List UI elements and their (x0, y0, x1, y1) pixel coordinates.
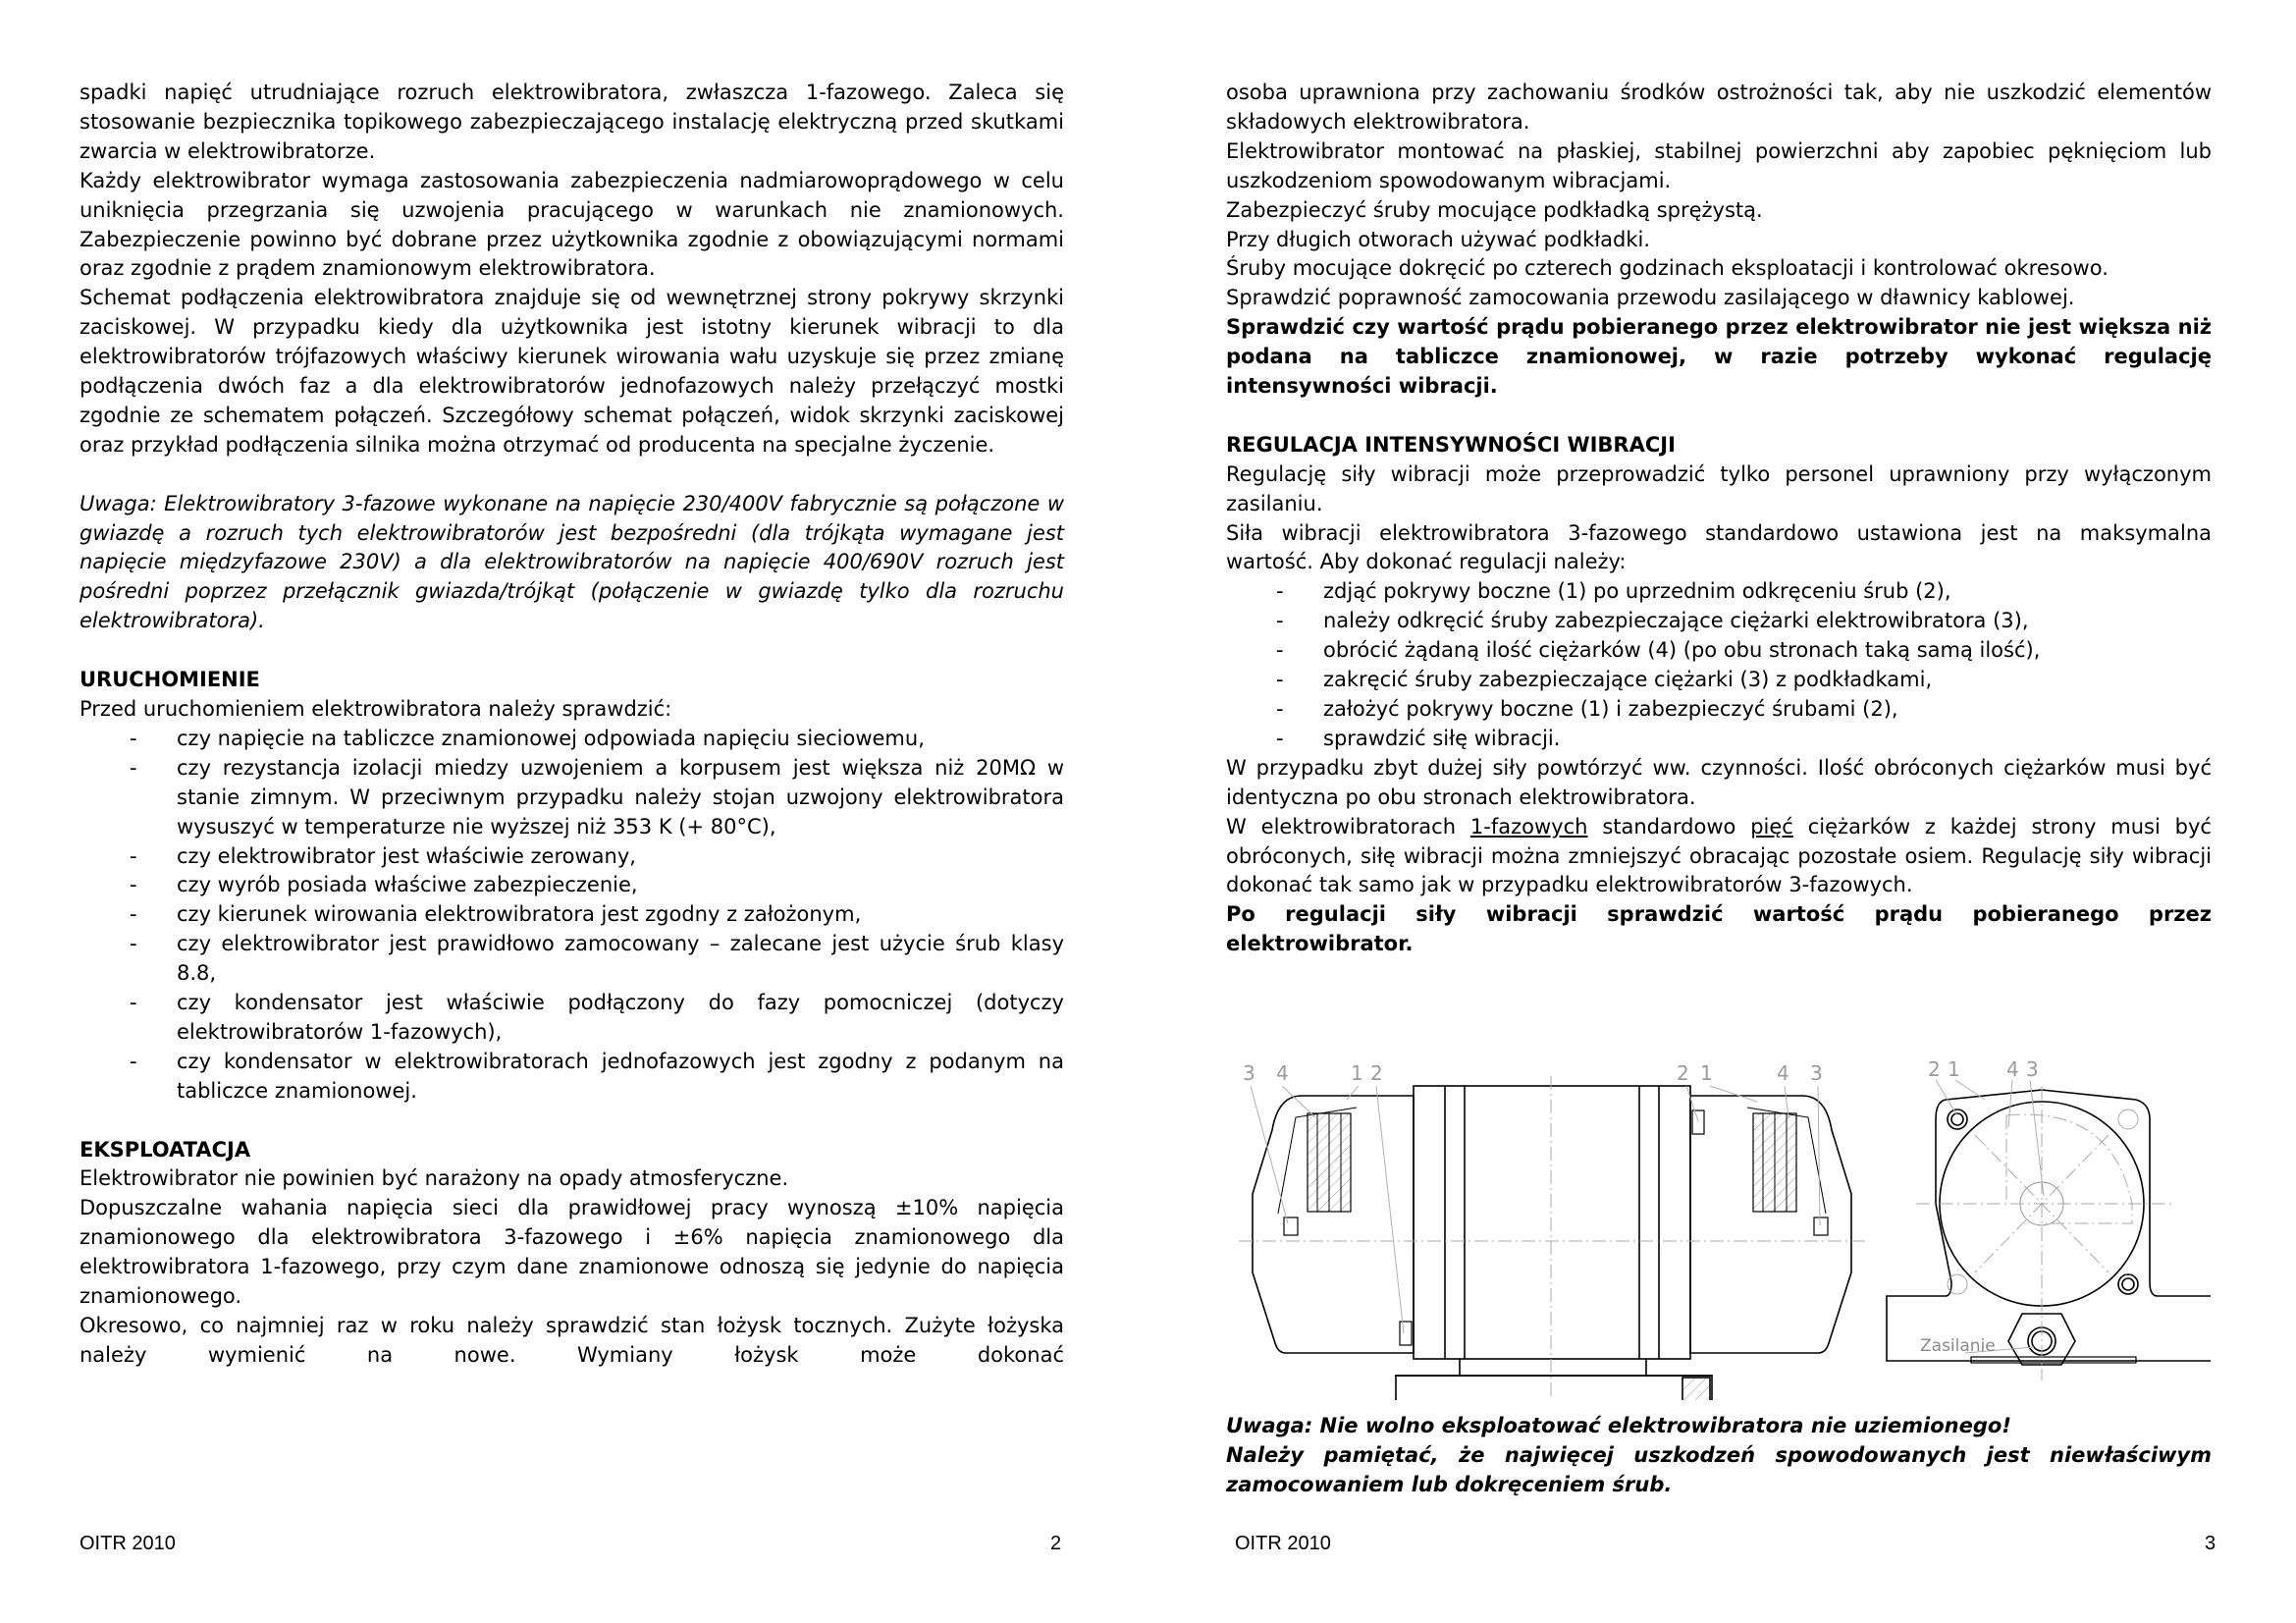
dash-bullet-icon: - (130, 726, 137, 750)
section-heading-operation: EKSPLOATACJA (80, 1137, 251, 1162)
footer-doc-label: OITR 2010 (80, 1533, 176, 1554)
list-item (80, 725, 1064, 754)
bold-check-note: Po regulacji siły wibracji sprawdzić wartość prądu pobieranego przez elektrowibrator. (1226, 902, 2212, 956)
paragraph: Dopuszczalne wahania napięcia sieci dla prawidłowej pracy wynoszą ±10% napięcia znamionowego dla elektrowibratora 3-fazowego i ±6% napięcia znamionowego dla elektrowibratora 1-fazowego, przy czym dane znamionowe odnoszą się jedynie do napięcia znamionowego. (80, 1196, 1064, 1309)
list-item-text: czy elektrowibrator jest prawidłowo zamocowany – zalecane jest użycie śrub klasy 8.8, (177, 932, 1064, 986)
footer-doc-label: OITR 2010 (1235, 1533, 1331, 1554)
part-label: 4 (1276, 1061, 1289, 1085)
startup-checklist (80, 725, 1064, 1107)
bold-warning: Sprawdzić czy wartość prądu pobieranego przez elektrowibrator nie jest większa niż podana na tabliczce znamionowej, w razie potrzeby wykonać regulację intensywności wibracji. (1226, 315, 2212, 399)
part-label: 3 (1243, 1061, 1255, 1085)
list-item-text: czy napięcie na tabliczce znamionowej odpowiada napięciu sieciowemu, (177, 726, 925, 750)
dash-bullet-icon: - (130, 1049, 137, 1073)
part-label: 2 (1370, 1061, 1383, 1085)
part-label: 1 (1700, 1061, 1713, 1085)
dash-bullet-icon: - (130, 843, 137, 868)
list-item (1226, 577, 2212, 607)
page-number: 3 (2205, 1533, 2216, 1554)
dash-bullet-icon: - (130, 932, 137, 956)
side-view-part-labels (1243, 1061, 1823, 1085)
text-run: W elektrowibratorach (1226, 814, 1470, 839)
power-supply-label: Zasilanie (1920, 1336, 1996, 1356)
list-item-text: czy elektrowibrator jest właściwie zerowany, (177, 843, 636, 868)
paragraph: Przy długich otworach używać podkładki. (1226, 227, 1651, 251)
list-item (80, 989, 1064, 1048)
spacer (80, 1107, 1064, 1136)
part-label: 2 (1677, 1061, 1689, 1085)
regulation-steps (1226, 577, 2212, 753)
paragraph: Każdy elektrowibrator wymaga zastosowania zabezpieczenia nadmiarowoprądowego w celu uniknięcia przegrzania się uzwojenia pracującego w warunkach nie znamionowych. Zabezpieczenie powinno być dobrane przez użytkownika zgodnie z obowiązującymi normami oraz zgodnie z prądem znamionowym elektrowibratora. (80, 168, 1064, 281)
list-item (1226, 636, 2212, 666)
dash-bullet-icon: - (130, 755, 137, 780)
list-item (1226, 725, 2212, 754)
dash-bullet-icon: - (1276, 638, 1284, 663)
dash-bullet-icon: - (1276, 726, 1284, 750)
list-item-text: założyć pokrywy boczne (1) i zabezpieczyć śrubami (2), (1323, 697, 1898, 722)
mounting-warning: Należy pamiętać, że najwięcej uszkodzeń spowodowanych jest niewłaściwym zamocowaniem lub dokręceniem śrub. (1226, 1442, 2212, 1496)
list-item (80, 754, 1064, 842)
part-label: 4 (1777, 1061, 1789, 1085)
underlined-text: 1-fazowych (1469, 814, 1588, 839)
list-item-text: sprawdzić siłę wibracji. (1323, 726, 1561, 750)
paragraph: Elektrowibrator montować na płaskiej, stabilnej powierzchni aby zapobiec pęknięciom lub uszkodzeniom spowodowanym wibracjami. (1226, 138, 2212, 192)
dash-bullet-icon: - (1276, 609, 1284, 633)
vibrator-technical-drawing (1239, 1056, 2211, 1400)
paragraph: osoba uprawniona przy zachowaniu środków ostrożności tak, aby nie uszkodzić elementów składowych elektrowibratora. (1226, 81, 2212, 134)
dash-bullet-icon: - (130, 873, 137, 897)
list-item (1226, 695, 2212, 725)
spacer (80, 460, 1064, 490)
list-item-text: czy rezystancja izolacji miedzy uzwojeniem a korpusem jest większa niż 20MΩ w stanie zimnym. W przeciwnym przypadku należy stojan uzwojony elektrowibratora wysuszyć w temperaturze nie wyższej niż 353 K (+ 80°C), (177, 755, 1064, 839)
text-run: ciężarków z każdej strony musi być obróconych, siłę wibracji można zmniejszyć obracając pozostałe osiem. Regulację siły wibracji dokonać tak samo jak w przypadku elektrowibratorów 3-fazowych. (1226, 814, 2212, 897)
note-paragraph: Uwaga: Elektrowibratory 3-fazowe wykonane na napięcie 230/400V fabrycznie są połączone w gwiazdę a rozruch tych elektrowibratorów jest bezpośredni (dla trójkąta wymagane jest napięcie międzyfazowe 230V) a dla elektrowibratorów na napięcie 400/690V rozruch jest pośredni poprzez przełącznik gwiazda/trójkąt (połączenie w gwiazdę tylko dla rozruchu elektrowibratora). (80, 491, 1064, 633)
dash-bullet-icon: - (130, 991, 137, 1015)
paragraph: Zabezpieczyć śruby mocujące podkładką sprężystą. (1226, 197, 1763, 222)
dash-bullet-icon: - (1276, 697, 1284, 722)
dash-bullet-icon: - (1276, 579, 1284, 604)
list-item-text: obrócić żądaną ilość ciężarków (4) (po obu stronach taką samą ilość), (1323, 638, 2041, 663)
part-label: 1 (1351, 1061, 1363, 1085)
end-view (1887, 1090, 2211, 1365)
paragraph: Siła wibracji elektrowibratora 3-fazowego standardowo ustawiona jest na maksymalna wartość. Aby dokonać regulacji należy: (1226, 520, 2212, 574)
list-item-text: czy kondensator jest właściwie podłączony do fazy pomocniczej (dotyczy elektrowibratorów 1-fazowych), (177, 991, 1064, 1044)
paragraph: Regulację siły wibracji może przeprowadzić tylko personel uprawniony przy wyłączonym zasilaniu. (1226, 461, 2212, 515)
side-view (1253, 1086, 1851, 1400)
list-item (80, 930, 1064, 989)
list-item (1226, 666, 2212, 695)
paragraph: Elektrowibrator nie powinien być narażony na opady atmosferyczne. (80, 1166, 789, 1191)
list-item (80, 1048, 1064, 1107)
section-heading-regulation: REGULACJA INTENSYWNOŚCI WIBRACJI (1226, 432, 1676, 457)
final-warning (1226, 1412, 2212, 1500)
section-heading-startup: URUCHOMIENIE (80, 668, 260, 692)
list-item (1226, 607, 2212, 636)
list-item-text: zakręcić śruby zabezpieczające ciężarki (3) z podkładkami, (1323, 668, 1933, 692)
left-page-column (80, 79, 1064, 1371)
right-page-column (1226, 79, 2212, 959)
dash-bullet-icon: - (130, 902, 137, 927)
part-label: 4 (2006, 1057, 2019, 1081)
list-item-text: należy odkręcić śruby zabezpieczające ciężarki elektrowibratora (3), (1323, 609, 2029, 633)
underlined-text: pięć (1750, 814, 1793, 839)
paragraph: Sprawdzić poprawność zamocowania przewodu zasilającego w dławnicy kablowej. (1226, 286, 2075, 310)
part-label: 3 (1810, 1061, 1823, 1085)
paragraph: Schemat podłączenia elektrowibratora znajduje się od wewnętrznej strony pokrywy skrzynki zaciskowej. W przypadku kiedy dla użytkownika jest istotny kierunek wibracji to dla elektrowibratorów trójfazowych właściwy kierunek wirowania wału uzyskuje się przez zmianę podłączenia dwóch faz a dla elektrowibratorów jednofazowych należy przełączyć mostki zgodnie ze schematem połączeń. Szczegółowy schemat połączeń, widok skrzynki zaciskowej oraz przykład podłączenia silnika można otrzymać od producenta na specjalne życzenie. (80, 286, 1064, 457)
list-item (80, 871, 1064, 900)
spacer (80, 636, 1064, 666)
part-label: 1 (1948, 1057, 1960, 1081)
text-run: standardowo (1587, 814, 1751, 839)
paragraph: Śruby mocujące dokręcić po czterech godzinach eksploatacji i kontrolować okresowo. (1226, 256, 2109, 281)
spacer (1226, 402, 2212, 431)
dash-bullet-icon: - (1276, 668, 1284, 692)
paragraph: Okresowo, co najmniej raz w roku należy sprawdzić stan łożysk tocznych. Zużyte łożyska należy wymienić na nowe. Wymiany łożysk może dokonać (80, 1314, 1064, 1367)
paragraph: W przypadku zbyt dużej siły powtórzyć ww. czynności. Ilość obróconych ciężarków musi być identyczna po obu stronach elektrowibratora. (1226, 755, 2212, 809)
list-item-text: czy kierunek wirowania elektrowibratora jest zgodny z założonym, (177, 902, 862, 927)
list-item-text: zdjąć pokrywy boczne (1) po uprzednim odkręceniu śrub (2), (1323, 579, 1951, 604)
list-item-text: czy kondensator w elektrowibratorach jednofazowych jest zgodny z podanym na tabliczce znamionowej. (177, 1049, 1064, 1103)
page-number: 2 (1050, 1533, 1062, 1554)
paragraph: spadki napięć utrudniające rozruch elektrowibratora, zwłaszcza 1-fazowego. Zaleca się stosowanie bezpiecznika topikowego zabezpieczającego instalację elektryczną przed skutkami zwarcia w elektrowibratorze. (80, 81, 1064, 163)
part-label: 2 (1928, 1057, 1941, 1081)
grounding-warning: Uwaga: Nie wolno eksploatować elektrowibratora nie uziemionego! (1226, 1414, 2011, 1437)
single-phase-paragraph (1226, 813, 2212, 901)
list-item (80, 842, 1064, 872)
part-label: 3 (2026, 1057, 2039, 1081)
list-item (80, 900, 1064, 930)
startup-intro: Przed uruchomieniem elektrowibratora należy sprawdzić: (80, 697, 672, 721)
list-item-text: czy wyrób posiada właściwe zabezpieczenie, (177, 873, 638, 897)
